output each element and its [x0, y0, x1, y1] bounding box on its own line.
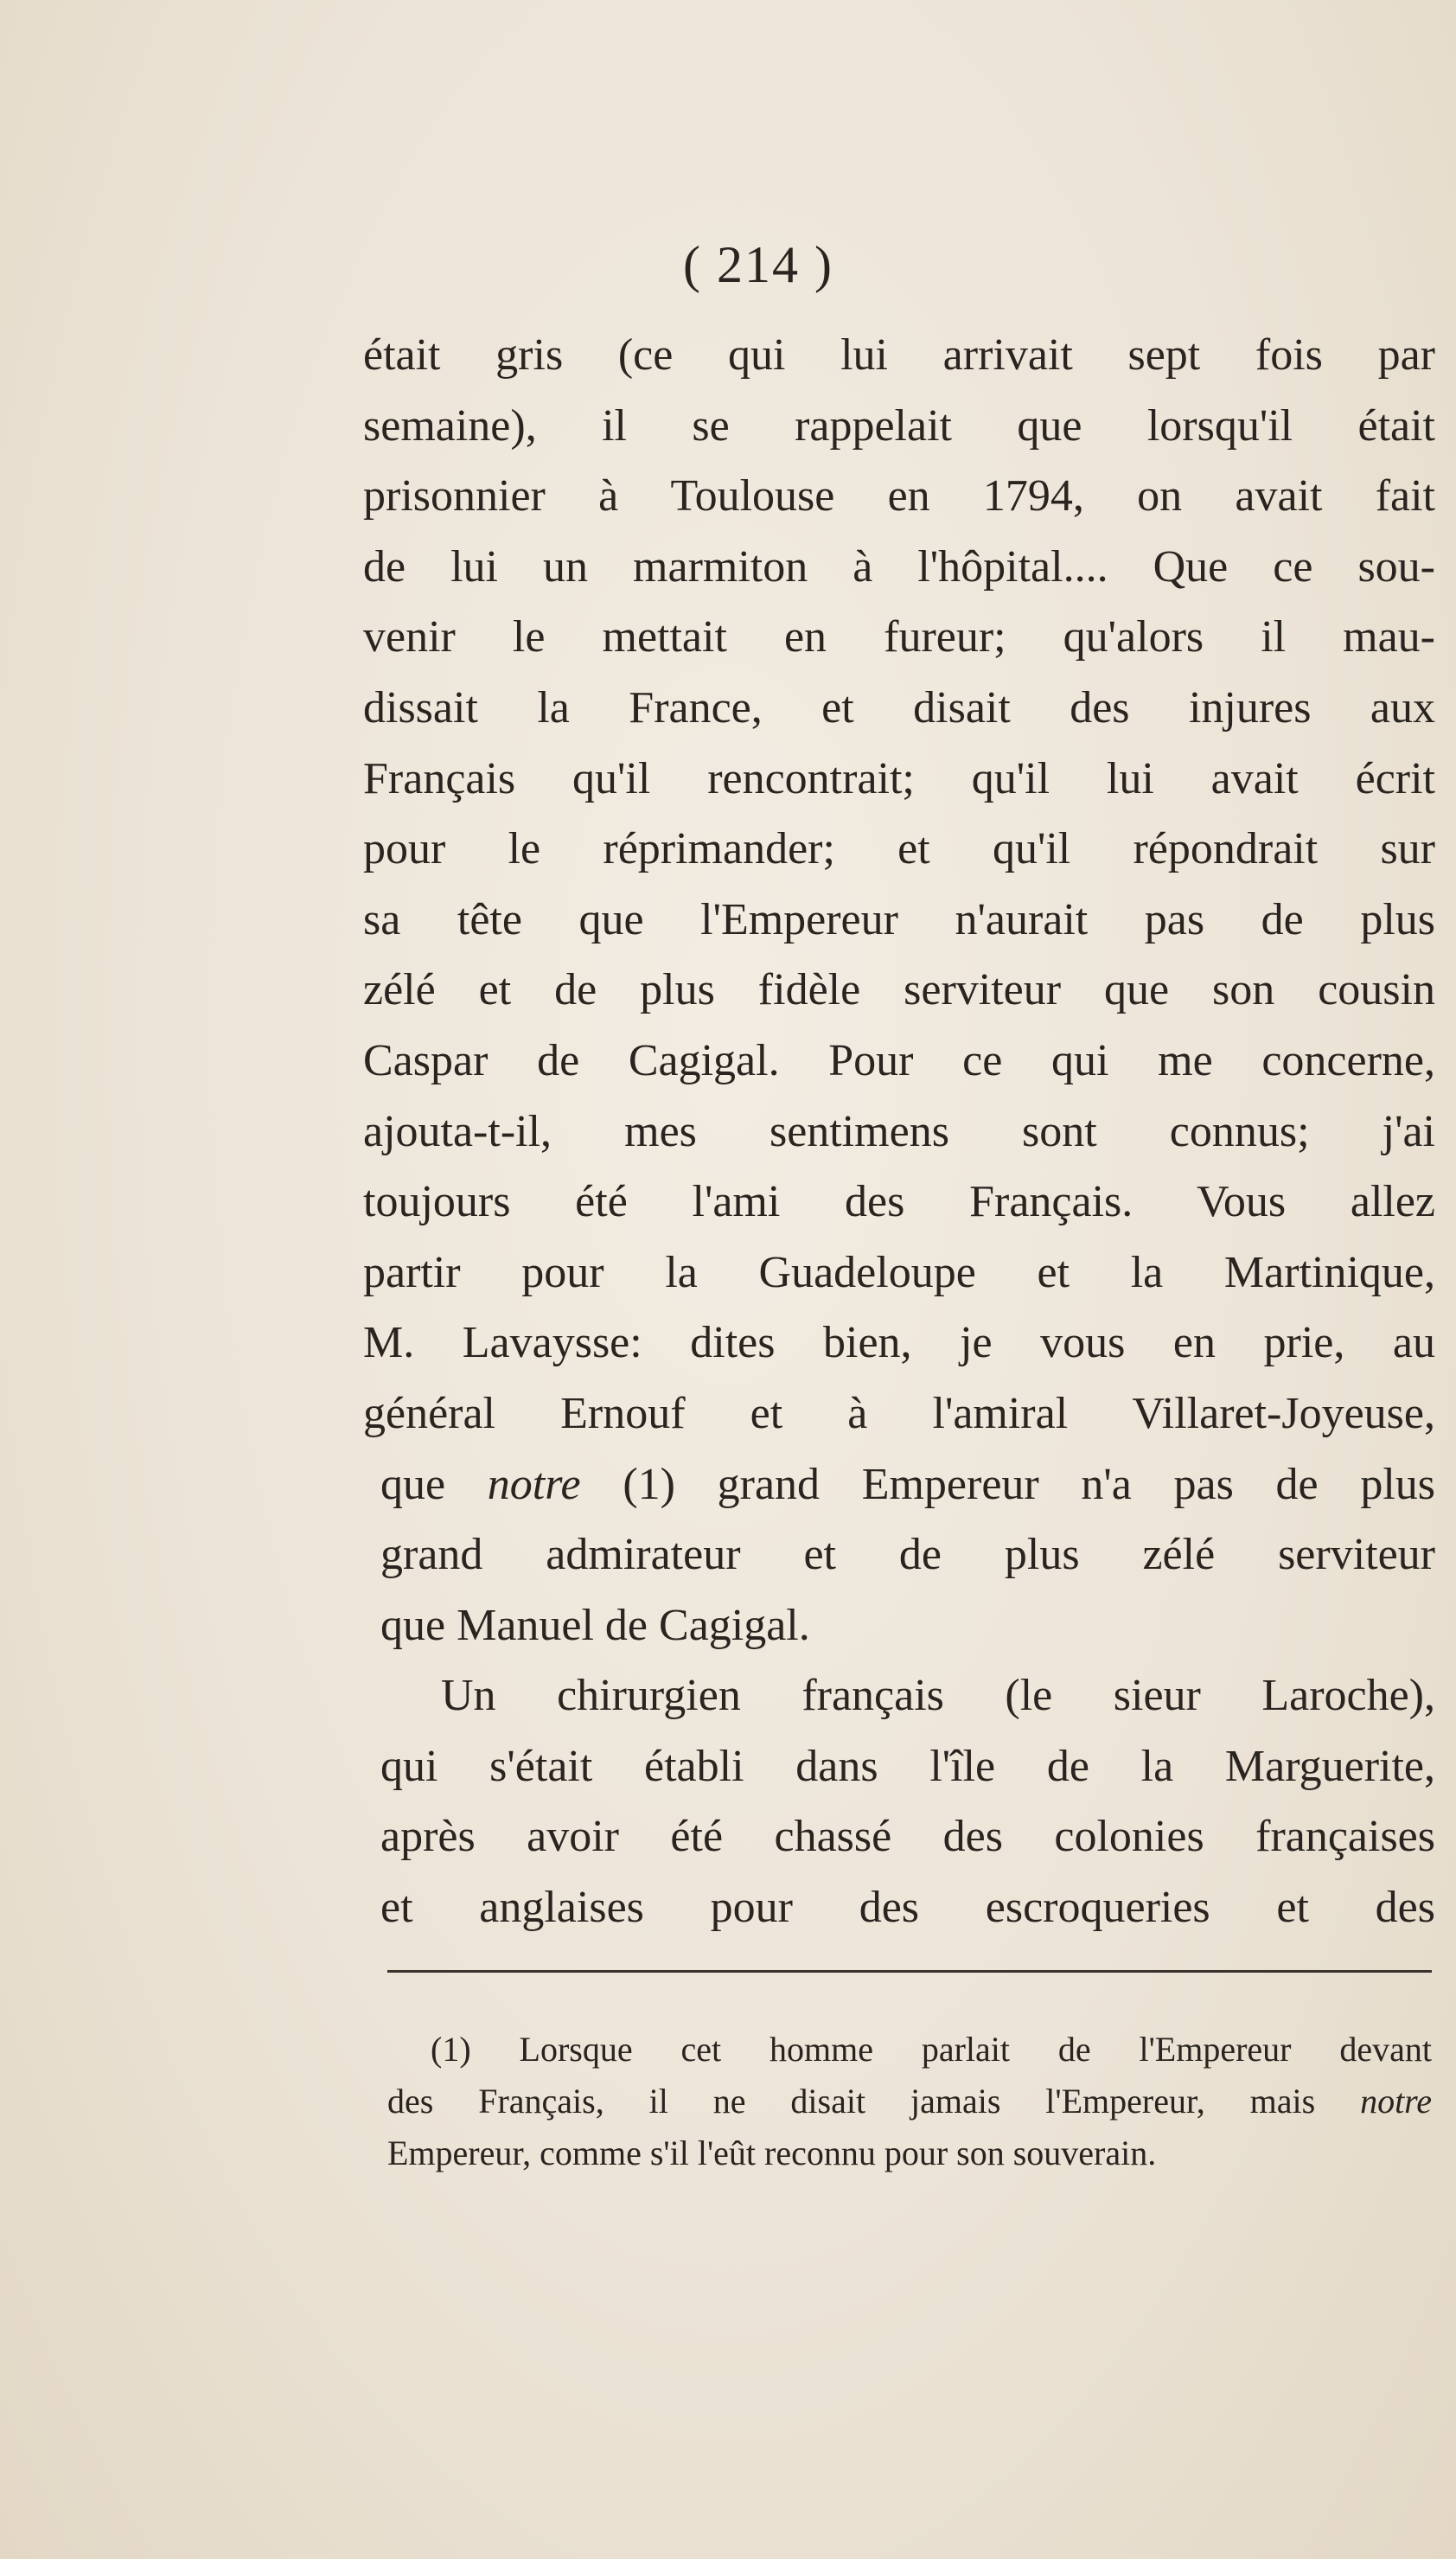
- text-line: de lui un marmiton à l'hôpital.... Que ce sou-: [363, 541, 1435, 592]
- body-text: [363, 320, 1435, 1943]
- text-segment: des Français, il ne disait jamais l'Empereur, mais: [387, 2082, 1316, 2121]
- footnote: [387, 2024, 1432, 2179]
- text-line: après avoir été chassé des colonies françaises: [380, 1812, 1435, 1862]
- text-line: et anglaises pour des escroqueries et des: [380, 1883, 1435, 1933]
- footnote-line: Empereur, comme s'il l'eût reconnu pour son souverain.: [387, 2134, 1157, 2172]
- text-line: grand admirateur et de plus zélé serviteur: [380, 1530, 1435, 1580]
- text-line: dissait la France, et disait des injures aux: [363, 682, 1435, 733]
- text-line: toujours été l'ami des Français. Vous allez: [363, 1177, 1435, 1227]
- paragraph-start-line: Un chirurgien français (le sieur Laroche),: [441, 1671, 1435, 1721]
- text-line: sa tête que l'Empereur n'aurait pas de plus: [363, 894, 1435, 944]
- text-line: général Ernouf et à l'amiral Villaret-Joyeuse,: [363, 1388, 1435, 1438]
- text-line: Français qu'il rencontrait; qu'il lui avait écrit: [363, 753, 1435, 803]
- text-line: M. Lavaysse: dites bien, je vous en prie, au: [363, 1318, 1435, 1368]
- text-line: ajouta-t-il, mes sentimens sont connus; j'ai: [363, 1106, 1435, 1156]
- text-line: zélé et de plus fidèle serviteur que son cousin: [363, 965, 1435, 1015]
- page-number: ( 214 ): [683, 236, 833, 293]
- italic-word: notre: [487, 1459, 581, 1509]
- italic-word: notre: [1360, 2082, 1433, 2121]
- text-line: semaine), il se rappelait que lorsqu'il était: [363, 400, 1435, 451]
- text-line-with-italic: [380, 1449, 1435, 1520]
- text-line: venir le mettait en fureur; qu'alors il mau-: [363, 612, 1435, 662]
- text-segment: que: [380, 1459, 446, 1509]
- text-segment: (1) grand Empereur n'a pas de plus: [623, 1459, 1435, 1509]
- footnote-divider: [387, 1970, 1432, 1973]
- text-line: pour le réprimander; et qu'il répondrait sur: [363, 824, 1435, 874]
- text-line: prisonnier à Toulouse en 1794, on avait fait: [363, 471, 1435, 521]
- footnote-line-with-italic: [387, 2076, 1432, 2127]
- footnote-line: (1) Lorsque cet homme parlait de l'Empereur devant: [431, 2030, 1432, 2069]
- text-line: partir pour la Guadeloupe et la Martinique,: [363, 1247, 1435, 1297]
- text-line: était gris (ce qui lui arrivait sept fois par: [363, 330, 1435, 380]
- text-line: que Manuel de Cagigal.: [380, 1600, 810, 1650]
- text-line: qui s'était établi dans l'île de la Marguerite,: [380, 1741, 1435, 1791]
- text-line: Caspar de Cagigal. Pour ce qui me concerne,: [363, 1035, 1435, 1085]
